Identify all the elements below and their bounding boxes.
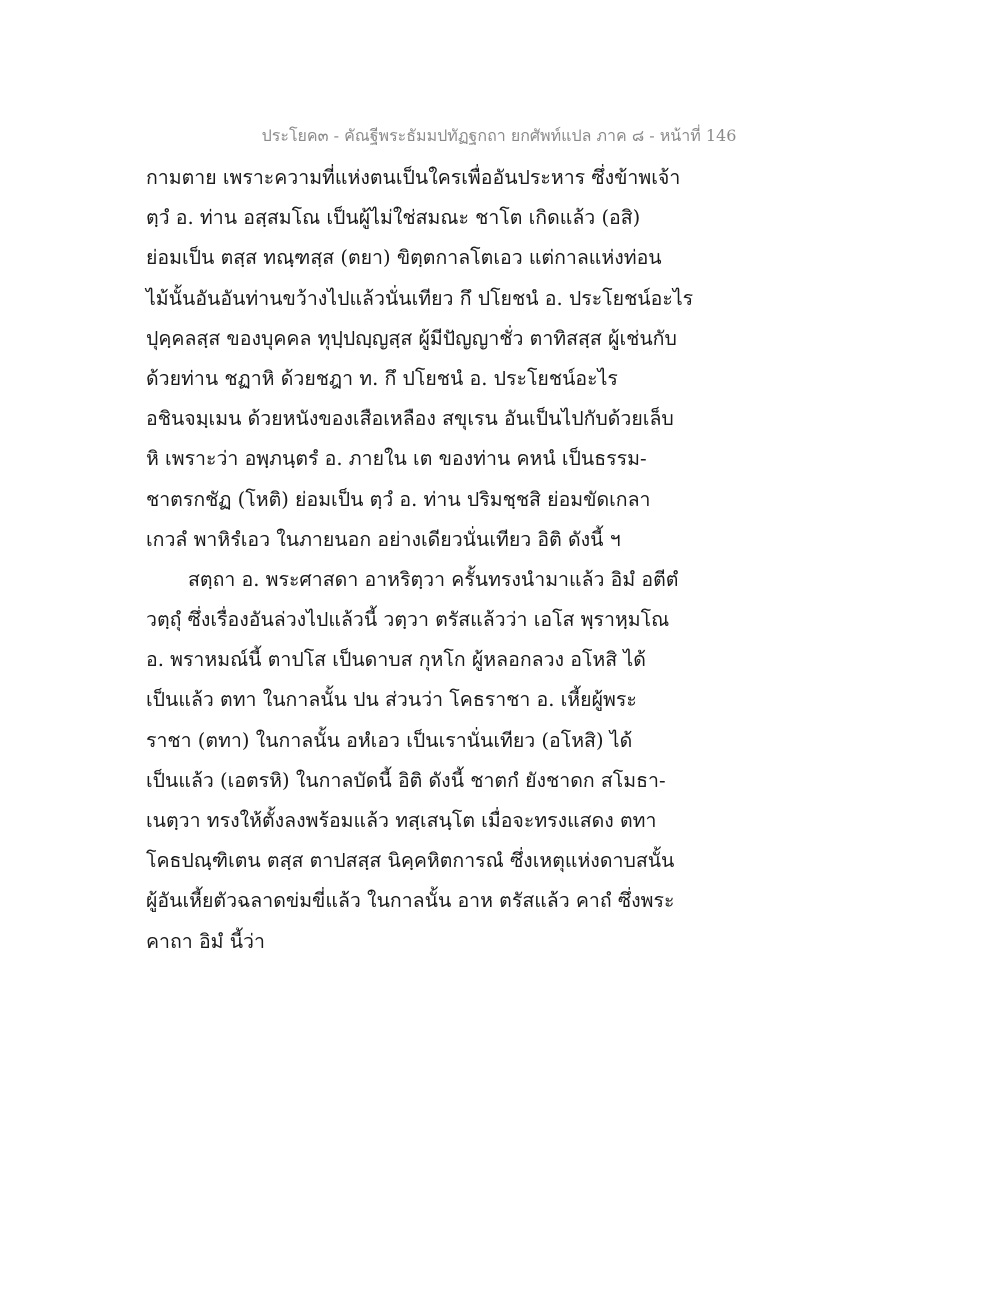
text-line: เนตฺวา ทรงให้ตั้งลงพร้อมแล้ว ทสฺเสนฺโต เมื่อจะทรงแสดง ตทา bbox=[146, 809, 657, 832]
text-line: ปุคฺคลสฺส ของบุคคล ทุปฺปญฺญสฺส ผู้มีปัญญาชั่ว ตาทิสสฺส ผู้เช่นกับ bbox=[146, 326, 677, 350]
paragraph-start-line: สตฺถา อ. พระศาสดา อาหริตฺวา ครั้นทรงนำมาแล้ว อิมํ อตีตํ bbox=[188, 567, 679, 591]
text-line: คาถา อิมํ นี้ว่า bbox=[146, 929, 265, 953]
text-line: เป็นแล้ว ตทา ในกาลนั้น ปน ส่วนว่า โคธราชา อ. เหี้ยผู้พระ bbox=[146, 688, 637, 712]
text-line: อ. พราหมณ์นี้ ตาปโส เป็นดาบส กุหโก ผู้หลอกลวง อโหสิ ได้ bbox=[146, 648, 646, 672]
running-header bbox=[0, 124, 1000, 149]
text-line: อชินจมฺเมน ด้วยหนังของเสือเหลือง สขุเรน อันเป็นไปกับด้วยเล็บ bbox=[146, 407, 674, 431]
text-line: วตฺถุํ ซึ่งเรื่องอันล่วงไปแล้วนี้ วตฺวา ตรัสแล้วว่า เอโส พฺราหฺมโณ bbox=[146, 608, 670, 632]
text-line: ชาตรกชัฏ (โหติ) ย่อมเป็น ตฺวํ อ. ท่าน ปริมชฺชสิ ย่อมขัดเกลา bbox=[146, 487, 651, 511]
text-line: ไม้นั้นอันอันท่านขว้างไปแล้วนั่นเทียว กึ ปโยชนํ อ. ประโยชน์อะไร bbox=[146, 286, 694, 310]
text-line: กามตาย เพราะความที่แห่งตนเป็นใครเพื่ออันประหาร ซึ่งข้าพเจ้า bbox=[146, 166, 681, 189]
running-header-text: ประโยค๓ - คัณฐีพระธัมมปทัฏฐกถา ยกศัพท์แปล ภาค ๘ - หน้าที่ 146 bbox=[261, 126, 737, 145]
text-line: ผู้อันเหี้ยตัวฉลาดข่มขี่แล้ว ในกาลนั้น อาห ตรัสแล้ว คาถํ ซึ่งพระ bbox=[146, 889, 675, 913]
text-line: ราชา (ตทา) ในกาลนั้น อหํเอว เป็นเรานั่นเทียว (อโหสิ) ได้ bbox=[146, 728, 633, 752]
text-line: เป็นแล้ว (เอตรหิ) ในกาลบัดนี้ อิติ ดังนี้ ชาตกํ ยังชาดก สโมธา- bbox=[146, 768, 666, 792]
text-line: หิ เพราะว่า อพฺภนฺตรํ อ. ภายใน เต ของท่าน คหนํ เป็นธรรม- bbox=[146, 447, 647, 471]
text-line: ตฺวํ อ. ท่าน อสฺสมโณ เป็นผู้ไม่ใช่สมณะ ชาโต เกิดแล้ว (อสิ) bbox=[146, 206, 641, 230]
text-line: โคธปณฺฑิเตน ตสฺส ตาปสสฺส นิคฺคหิตการณํ ซึ่งเหตุแห่งดาบสนั้น bbox=[146, 849, 675, 873]
text-line: เกวลํ พาหิรํเอว ในภายนอก อย่างเดียวนั่นเทียว อิติ ดังนี้ ฯ bbox=[146, 527, 621, 551]
text-line: ด้วยท่าน ชฏาหิ ด้วยชฎา ท. กึ ปโยชนํ อ. ประโยชน์อะไร bbox=[146, 366, 618, 390]
body-text bbox=[146, 158, 706, 962]
text-line: ย่อมเป็น ตสฺส ทณฺฑสฺส (ตยา) ขิตฺตกาลโตเอว แต่กาลแห่งท่อน bbox=[146, 246, 662, 270]
